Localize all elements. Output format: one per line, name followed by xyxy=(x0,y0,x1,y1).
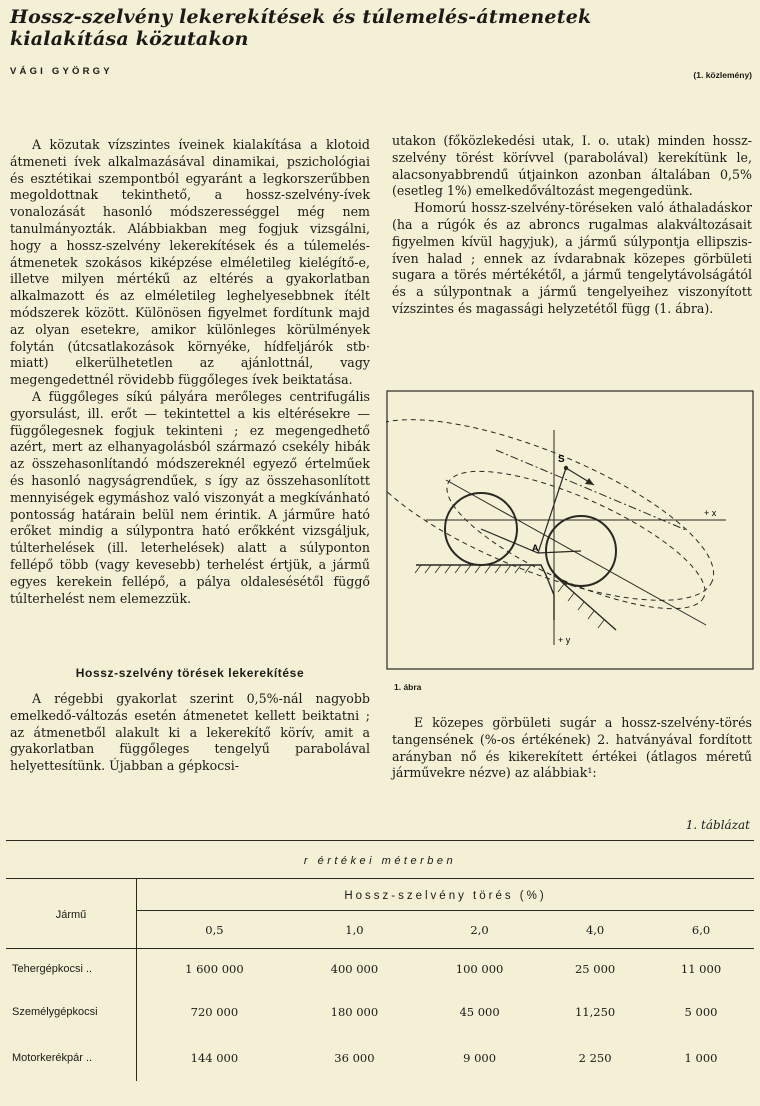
table-row xyxy=(6,1035,754,1081)
figure-frame xyxy=(387,391,753,669)
table-super-header xyxy=(6,841,754,879)
vehicle-header xyxy=(6,879,137,949)
centroid-line xyxy=(538,468,566,553)
figure-caption: 1. ábra xyxy=(394,682,422,692)
series-note: (1. közlemény) xyxy=(693,70,752,80)
cell: 11,250 xyxy=(574,1004,616,1019)
paragraph: E közepes görbületi sugár a hossz-szelvény-törés tangensének (%-os értékének) 2. hatványával fordított arányban nő és kikerekített értékei (átlagos méretű járművekre nézve) az alábbiak¹: xyxy=(392,715,752,781)
paragraph: A függőleges síkú pályára merőleges centrifugális gyorsulást, ill. erőt — tekintettel a kis eltérésekre — függőlegesnek fogjuk tekinteni ; ez megengedhető azért, mert az elhanyagolásból származó csekély hibák az összehasonlítandó módszereknél egyező értelműek és hasonló nagyságrendűek, s így az összehasonlított mennyiségek egymáshoz való viszonyát a megkívánható pontosság határain belül nem érintik. A járműre ható erőket mindig a súlypontra ható erőkként vizsgáljuk, túlterhelések (ill. leterhelések) alatt a súlyponton fellépő több (vagy kevesebb) terhelést értjük, a jármű egyes kerekein fellépő, a pálya oldalesésétől függő túlterhelést nem elemezzük. xyxy=(10,388,370,606)
ground-hatching xyxy=(415,565,604,628)
label-y: + y xyxy=(558,635,571,645)
paragraph: utakon (főközlekedési utak, I. o. utak) minden hossz-szelvény törést körívvel (parabolával) kerekítünk le, alacsonyabbrendű útjainkon azonban általában 0,5% (esetleg 1%) emelkedőváltozást megengedünk. xyxy=(392,133,752,199)
paragraph: Homorú hossz-szelvény-töréseken való áthaladáskor (ha a rúgók és az abroncs rugalmas alakváltozásait figyelmen kívül hagyjuk), a jármű súlypontja ellipszis-íven halad ; ennek az ívdarabnak közepes görbületi sugara a törés mértékétől, a jármű tengelytávolságától és a súlypontnak a jármű tengelyeihez viszonyított vízszintes és magassági helyzetétől függ (1. ábra). xyxy=(392,200,752,316)
column-header: 1,0 xyxy=(345,922,364,937)
left-column-lower xyxy=(10,691,370,775)
table-caption: 1. táblázat xyxy=(685,818,750,832)
slope-line xyxy=(554,575,616,630)
row-label: Motorkerékpár .. xyxy=(12,1051,93,1064)
right-column-lower xyxy=(392,715,752,782)
cell: 45 000 xyxy=(459,1004,500,1019)
label-a: A xyxy=(532,543,539,553)
group-header xyxy=(137,879,755,911)
values-table xyxy=(6,840,754,1081)
title-line-1: Hossz-szelvény lekerekítések és túlemelés-átmenetek xyxy=(10,6,592,28)
paragraph: A régebbi gyakorlat szerint 0,5%-nál nagyobb emelkedő-változás esetén átmenetet kellett beiktatni ; az átmenetből alakult ki a lekerekítő körív, amit a gyakorlatban függőleges tengelyű parabolával helyettesítünk. Újabban a gépkocsi- xyxy=(10,691,370,774)
label-x: + x xyxy=(704,508,717,518)
cell: 400 000 xyxy=(330,961,379,976)
cell: 9 000 xyxy=(463,1050,497,1065)
right-column xyxy=(392,133,752,318)
super-header-text: r értékei méterben xyxy=(303,854,457,867)
cell: 180 000 xyxy=(330,1004,379,1019)
column-header: 6,0 xyxy=(691,922,711,937)
cell: 11 000 xyxy=(680,961,722,976)
column-header: 0,5 xyxy=(137,911,292,949)
row-label: Személygépkocsi xyxy=(12,1005,98,1018)
cell: 1 600 000 xyxy=(137,949,292,989)
column-header: 2,0 xyxy=(470,922,489,937)
article-title xyxy=(10,6,710,50)
author-name: VÁGI GYÖRGY xyxy=(10,66,113,77)
ground-line xyxy=(416,565,554,620)
cell: 36 000 xyxy=(334,1050,375,1065)
group-header-text: Hossz-szelvény törés (%) xyxy=(344,889,547,902)
cell: 25 000 xyxy=(574,961,616,976)
left-column xyxy=(10,137,370,607)
section-heading: Hossz-szelvény törések lekerekítése xyxy=(75,666,305,680)
row-label: Tehergépkocsi .. xyxy=(12,962,93,975)
cell: 144 000 xyxy=(137,1035,292,1081)
cell: 720 000 xyxy=(137,989,292,1035)
figure-diagram xyxy=(386,390,754,670)
arrow-head xyxy=(585,478,594,485)
table-row xyxy=(6,949,754,989)
cell: 100 000 xyxy=(455,961,504,976)
label-s: S xyxy=(558,454,565,465)
title-line-2: kialakítása közutakon xyxy=(10,28,249,50)
vehicle-header-text: Jármű xyxy=(55,908,87,921)
column-header: 4,0 xyxy=(585,922,605,937)
paragraph: A közutak vízszintes íveinek kialakítása a klotoid átmeneti ívek alkalmazásával dinamikai, pszichológiai és esztétikai szempontból egyaránt a legkorszerűbben megoldottnak tekinthető, a hossz-szelvény-ívek vonalozását hasonló módszerességgel még nem tanulmányozták. Alábbiakban meg fogjuk vizsgálni, hogy a hossz-szelvény lekerekítések és a túlemelés-átmenetek szokásos kiképzése elméletileg kielégítő-e, illetve milyen mértékű az eltérés a gyakorlatban alkalmazott és az elméletileg leghelyesebbnek ítélt módszerek között. Különösen figyelmet fordítunk majd az olyan esetekre, amikor különleges körülmények folytán (útcsatlakozások környéke, hídfeljárók stb· miatt) elkerülhetetlen az ajánlottnál, vagy megengedettnél rövidebb függőleges ívek beiktatása. xyxy=(10,137,370,388)
vehicle-frame xyxy=(481,529,581,553)
cell: 5 000 xyxy=(684,1004,718,1019)
cell: 2 250 xyxy=(578,1050,612,1065)
path-ellipse-outer xyxy=(386,390,735,637)
tangent-line xyxy=(446,480,706,625)
table-row xyxy=(6,989,754,1035)
centroid-point xyxy=(564,466,568,470)
path-ellipse-inner xyxy=(431,445,721,636)
cell: 1 000 xyxy=(684,1050,718,1065)
